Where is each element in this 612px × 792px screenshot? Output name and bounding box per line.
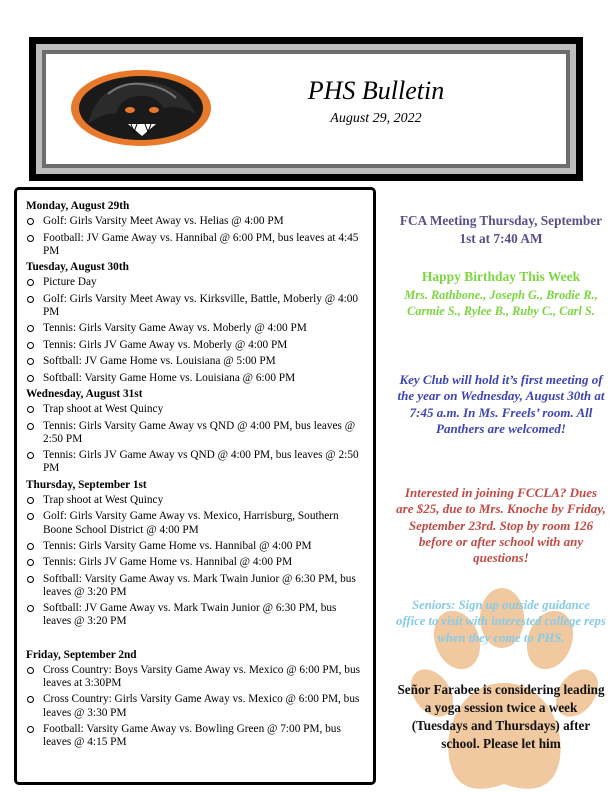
event-item: Softball: JV Game Home vs. Louisiana @ 5:00 PM <box>26 355 365 368</box>
event-list <box>26 494 365 629</box>
event-item: Softball: JV Game Away vs. Mark Twain Junior @ 6:30 PM, bus leaves @ 3:20 PM <box>26 602 365 628</box>
schedule-box <box>14 187 376 785</box>
fccla-announcement: Interested in joining FCCLA? Dues are $25, due to Mrs. Knoche by Friday, September 23rd. Stop by room 126 before or after school with any questions! <box>396 485 606 566</box>
day-heading: Thursday, September 1st <box>26 478 147 491</box>
event-item: Trap shoot at West Quincy <box>26 494 365 507</box>
event-item: Golf: Girls Varsity Meet Away vs. Helias @ 4:00 PM <box>26 215 365 228</box>
event-item: Golf: Girls Varsity Game Away vs. Mexico, Harrisburg, Southern Boone School District @ 4:00 PM <box>26 510 365 536</box>
event-item: Tennis: Girls JV Game Home vs. Hannibal @ 4:00 PM <box>26 556 365 569</box>
bulletin-title: PHS Bulletin <box>307 76 445 105</box>
event-item: Picture Day <box>26 276 365 289</box>
event-item: Football: JV Game Away vs. Hannibal @ 6:00 PM, bus leaves at 4:45 PM <box>26 232 365 258</box>
event-list <box>26 215 365 258</box>
event-item: Cross Country: Girls Varsity Game Away vs. Mexico @ 6:00 PM, bus leaves @ 3:30 PM <box>26 693 365 719</box>
banner-frame-inner <box>42 50 570 168</box>
event-item: Tennis: Girls Varsity Game Away vs QND @ 4:00 PM, bus leaves @ 2:50 PM <box>26 420 365 446</box>
event-item: Cross Country: Boys Varsity Game Away vs. Mexico @ 6:00 PM, bus leaves at 3:30PM <box>26 664 365 690</box>
event-item: Golf: Girls Varsity Meet Away vs. Kirksville, Battle, Moberly @ 4:00 PM <box>26 293 365 319</box>
event-list <box>26 276 365 384</box>
event-item: Football: Varsity Game Away vs. Bowling Green @ 7:00 PM, bus leaves @ 4:15 PM <box>26 723 365 749</box>
event-item: Softball: Varsity Game Away vs. Mark Twain Junior @ 6:30 PM, bus leaves @ 3:20 PM <box>26 573 365 599</box>
day-heading: Monday, August 29th <box>26 200 130 212</box>
event-item: Trap shoot at West Quincy <box>26 403 365 416</box>
seniors-announcement: Seniors: Sign up outside guidance office to visit with interested college reps when they come to PHS. <box>396 598 606 645</box>
event-list <box>26 403 365 475</box>
key-club-announcement: Key Club will hold it’s first meeting of the year on Wednesday, August 30th at 7:45 a.m. In Ms. Freels’ room. All Panthers are welcomed! <box>397 372 605 436</box>
event-item: Softball: Varsity Game Home vs. Louisiana @ 6:00 PM <box>26 372 365 385</box>
birthday-names: Mrs. Rathbone., Joseph G., Brodie R., Carmie S., Rylee B., Ruby C., Carl S. <box>404 288 598 318</box>
event-list <box>26 664 365 750</box>
panther-logo-icon <box>68 64 214 152</box>
event-item: Tennis: Girls Varsity Game Away vs. Moberly @ 4:00 PM <box>26 322 365 335</box>
bulletin-date: August 29, 2022 <box>330 111 422 126</box>
banner-content <box>46 54 566 164</box>
birthday-heading: Happy Birthday This Week <box>421 269 581 284</box>
day-heading: Friday, September 2nd <box>26 648 137 661</box>
header-banner <box>29 37 583 181</box>
fca-announcement: FCA Meeting Thursday, September 1st at 7:40 AM <box>399 213 603 246</box>
banner-frame <box>36 44 576 174</box>
yoga-announcement: Señor Farabee is considering leading a yoga session twice a week (Tuesdays and Thursdays) after school. Please let him <box>397 682 605 751</box>
day-heading: Tuesday, August 30th <box>26 261 129 274</box>
event-item: Tennis: Girls JV Game Away vs. Moberly @ 4:00 PM <box>26 339 365 352</box>
event-item: Tennis: Girls Varsity Game Home vs. Hannibal @ 4:00 PM <box>26 540 365 553</box>
day-heading: Wednesday, August 31st <box>26 387 143 400</box>
event-item: Tennis: Girls JV Game Away vs QND @ 4:00 PM, bus leaves @ 2:50 PM <box>26 449 365 475</box>
